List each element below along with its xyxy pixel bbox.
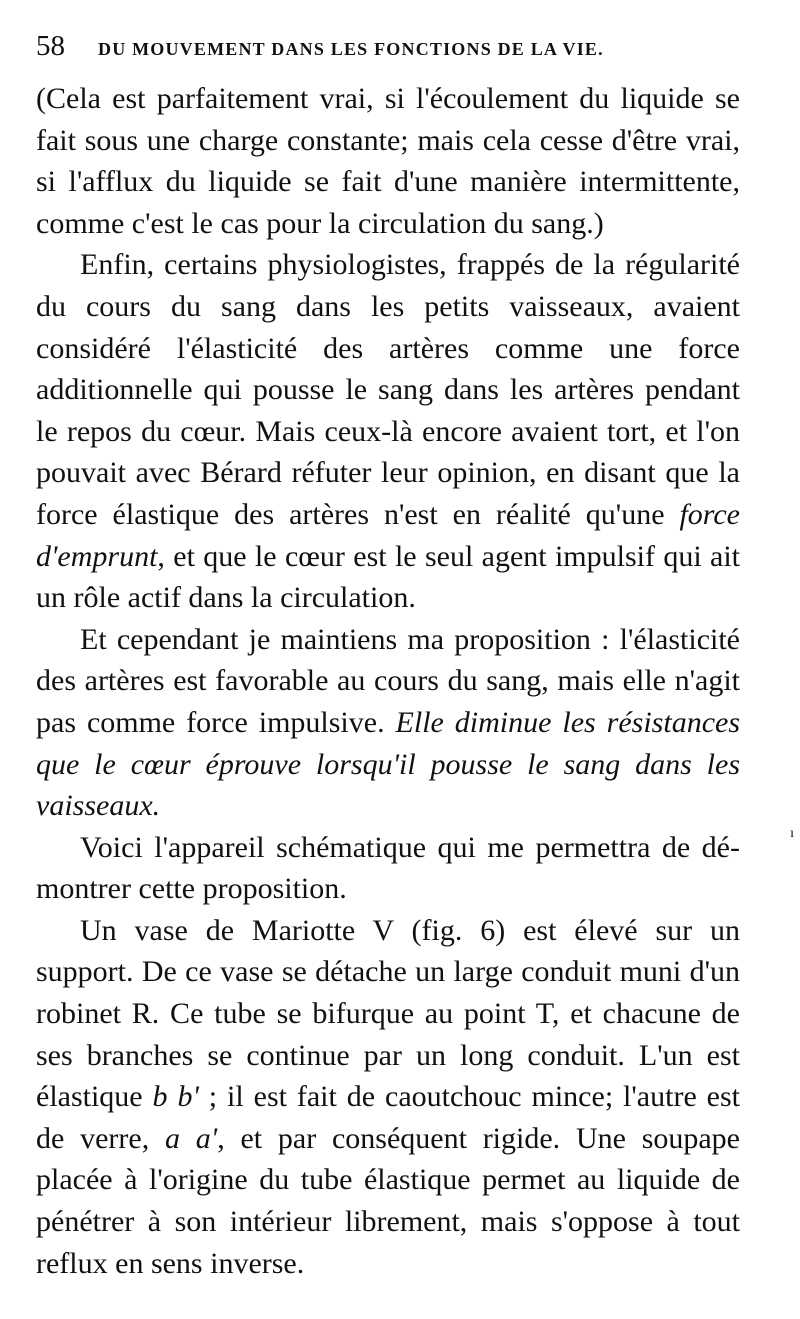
body-text [36, 78, 740, 1284]
paragraph-2 [36, 244, 740, 618]
text-segment: , et que le cœur est le seul agent impulsif qui ait un rôle actif dans la circulation. [36, 539, 740, 615]
text-segment: Voici l'appareil schématique qui me permettra de démontrer cette proposition. [36, 830, 740, 906]
italic-text: b b' [152, 1080, 199, 1114]
text-segment: Enfin, certains physiologistes, frappés de la régularité du cours du sang dans les petits vaisseaux, avaient considéré l'élasticité des artères comme une force additionnelle qui pousse le sang dans les artères pendant le repos du cœur. Mais ceux-là encore avaient tort, et l'on pouvait avec Bérard réfuter leur opinion, en disant que la force élastique des artères n'est en réalité qu'une [36, 248, 740, 531]
paragraph-1 [36, 78, 740, 244]
text-segment: , et par conséquent rigide. Une soupape placée à l'origine du tube élastique permet au liquide de pénétrer à son intérieur librement, mais s'oppose à tout reflux en sens inverse. [36, 1121, 740, 1280]
running-title: DU MOUVEMENT DANS LES FONCTIONS DE LA VIE. [98, 39, 604, 59]
paragraph-5 [36, 910, 740, 1284]
text-segment: ; il est fait de caoutchouc mince; l'autre est de verre, [36, 1080, 740, 1155]
italic-text: force d'emprunt [36, 497, 740, 573]
text-segment: (Cela est parfaitement vrai, si l'écoulement du liquide se fait sous une charge constante; mais cela cesse d'être vrai, si l'afflux du liquide se fait d'une manière intermittente, comme c'est le cas pour la circulation du sang.) [36, 82, 740, 240]
text-segment: Et cependant je maintiens ma proposition : l'élasticité des artères est favorable au cours du sang, mais elle n'agit pas comme force impulsive. [36, 622, 740, 739]
italic-text: a a' [164, 1121, 218, 1155]
paragraph-3 [36, 619, 740, 827]
page-number: 58 [36, 30, 65, 62]
running-head [36, 30, 740, 72]
text-segment: Un vase de Mariotte V (fig. 6) est élevé sur un support. De ce vase se détache un large conduit muni d'un robinet R. Ce tube se bifurque au point T, et chacune de ses branches se continue par un long conduit. L'un est élastique [36, 913, 740, 1114]
margin-mark: ı [790, 826, 794, 841]
italic-text: Elle diminue les résistances que le cœur éprouve lorsqu'il pousse le sang dans les vaisseaux. [36, 705, 741, 823]
paragraph-4 [36, 827, 740, 910]
